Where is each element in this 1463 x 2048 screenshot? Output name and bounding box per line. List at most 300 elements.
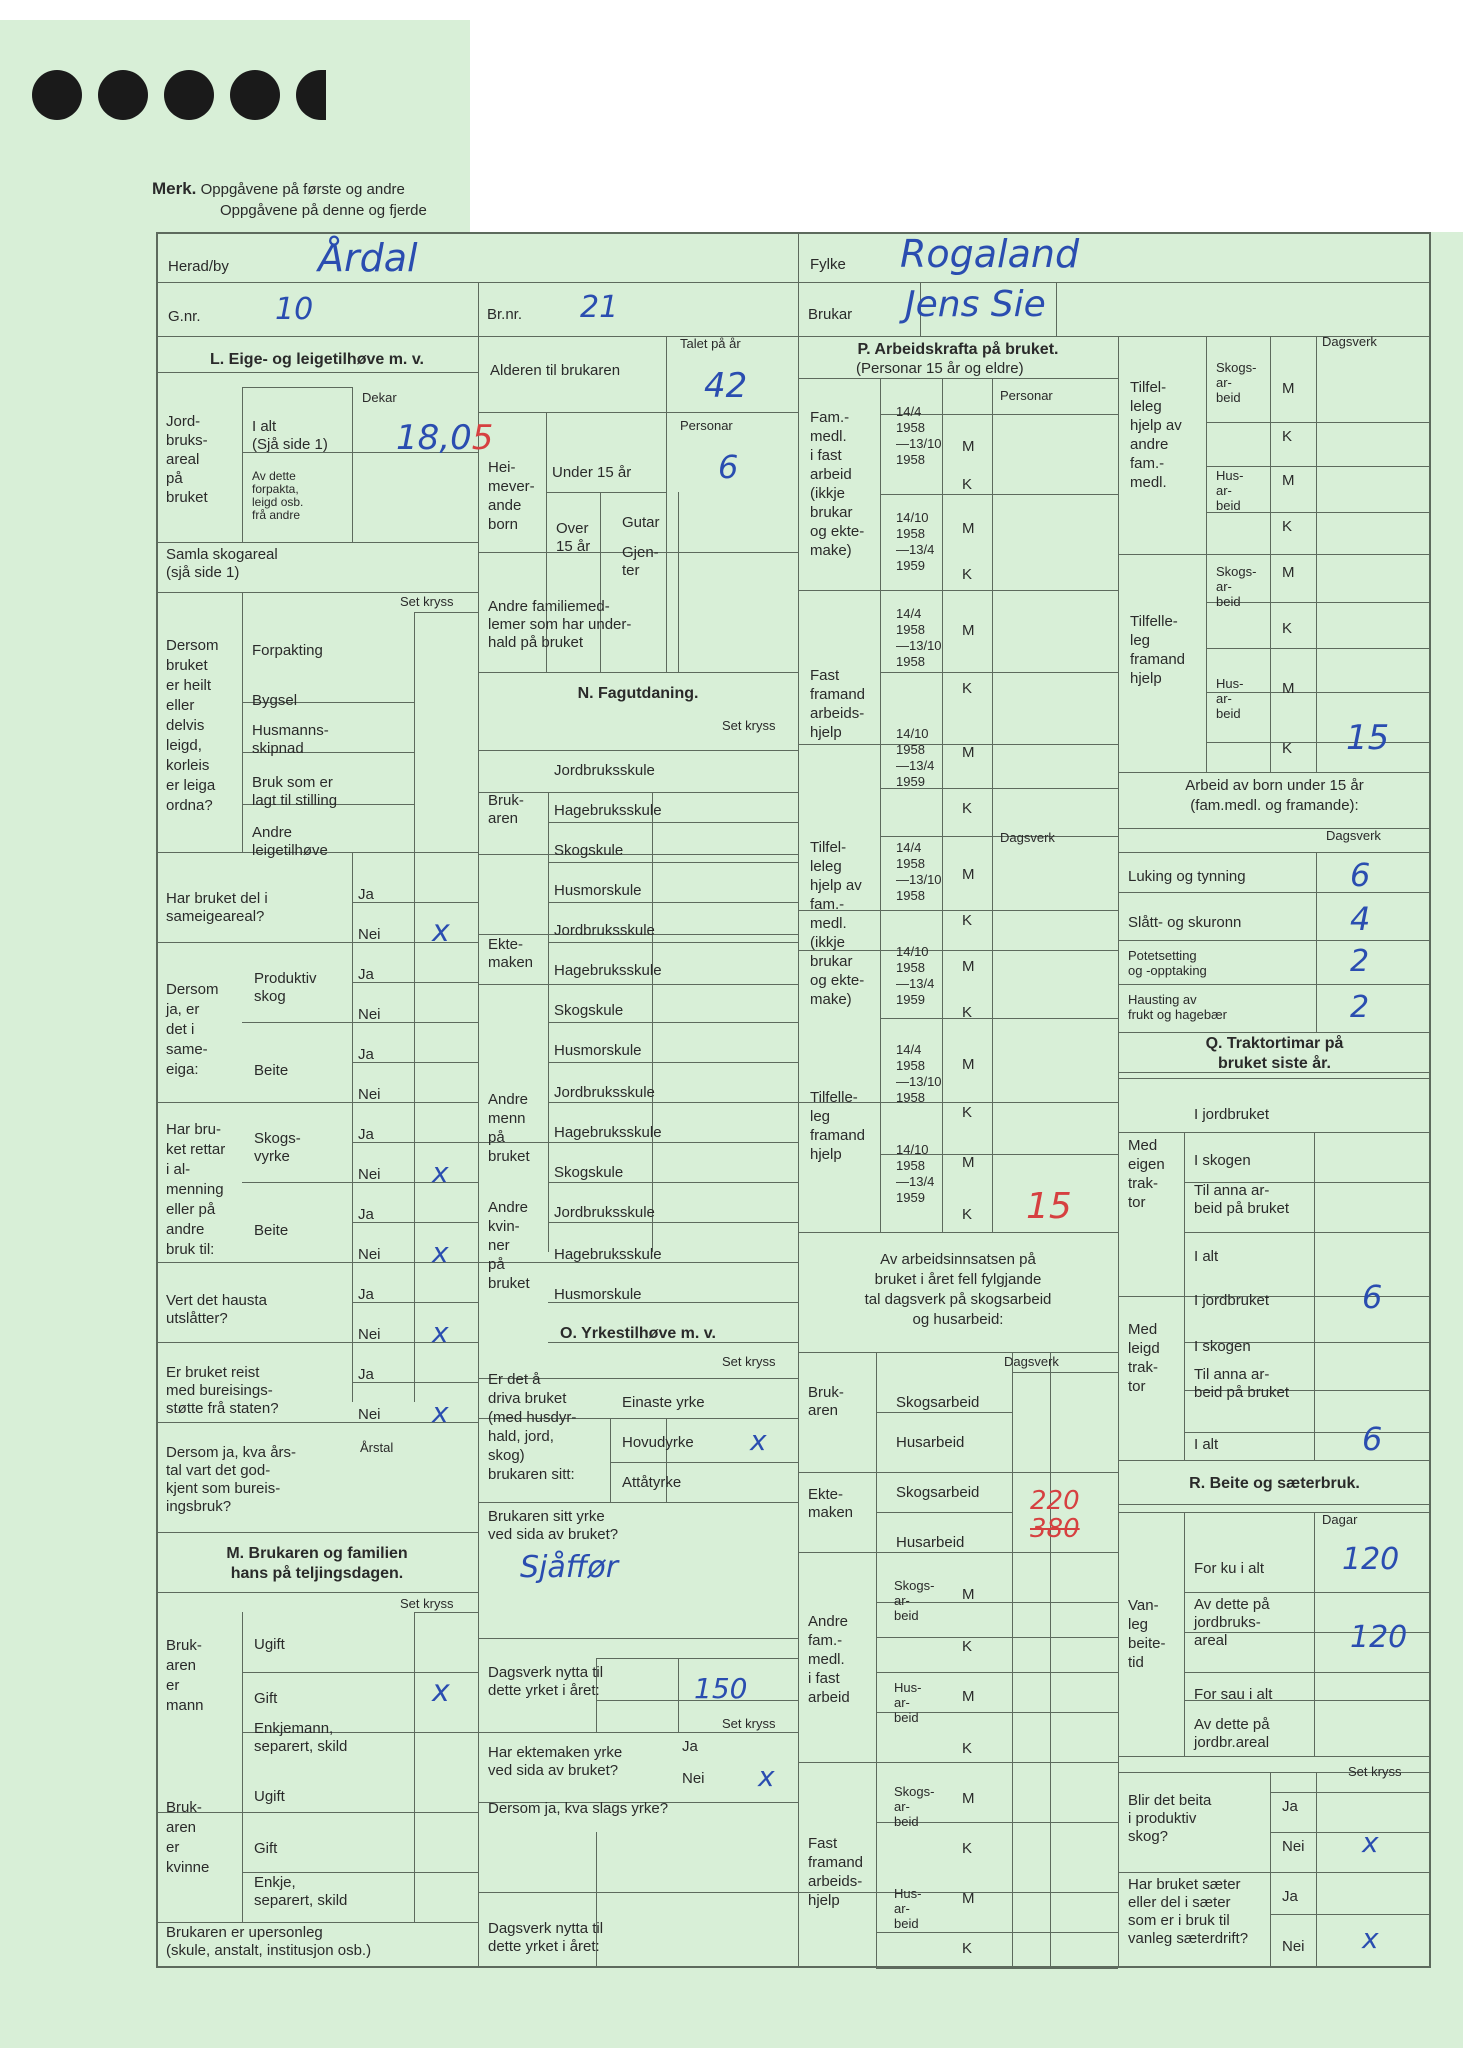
p-fast2-label: Fast framand arbeids- hjelp [808, 1835, 864, 1909]
r1-tilframand-label: Tilfelle- leg framand hjelp [1130, 613, 1186, 687]
kvinne-ugift: Ugift [254, 1788, 285, 1805]
reist-question: Er bruket reist med bureisings- støtte frå staten? [166, 1364, 279, 1417]
p-dagsverk-label: Dagsverk [1000, 830, 1055, 845]
rule [242, 1612, 243, 1922]
rule [1270, 1772, 1271, 1968]
dagsverk-question2: Dagsverk nytta til dette yrket i året: [488, 1920, 604, 1955]
punch-hole [164, 70, 214, 120]
p-period1: 14/4 1958 —13/10 1958 [896, 404, 942, 467]
rule [798, 1552, 1118, 1553]
rule [414, 852, 415, 1402]
r1-a-hus-label: Hus- ar- beid [1216, 468, 1244, 513]
r1-a-hus-m: M [1282, 472, 1295, 489]
q-leigd-jord-value[interactable]: 6 [1362, 1278, 1383, 1316]
hausta-question: Vert det hausta utslåtter? [166, 1292, 267, 1327]
rule [242, 1672, 478, 1673]
rule [548, 1062, 798, 1063]
r1-tilfel-label: Tilfel- leleg hjelp av andre fam.- medl. [1130, 379, 1182, 491]
set-kryss-m: Set kryss [400, 1596, 454, 1611]
n-brukaren-label: Bruk- aren [488, 792, 524, 827]
under15-label: Under 15 år [552, 464, 632, 481]
p-f-hus-label: Hus- ar- beid [894, 1886, 922, 1931]
r-dagar-label: Dagar [1322, 1512, 1358, 1527]
i-alt-value[interactable] [396, 418, 493, 458]
husmannsskipnad-label: Husmanns- skipnad [252, 722, 329, 757]
section-n-title: N. Fagutdaning. [577, 685, 699, 702]
rettar-beite-label: Beite [254, 1222, 289, 1239]
p-tilfam-k1: K [962, 912, 973, 929]
rule [880, 672, 1118, 673]
slag-yrke-question: Dersom ja, kva slags yrke? [488, 1800, 669, 1817]
mann-gift-mark[interactable]: x [432, 1674, 450, 1709]
reist-nei-mark[interactable]: x [432, 1396, 449, 1429]
r1-hausting-label: Hausting av frukt og hagebær [1128, 992, 1228, 1022]
rule [678, 492, 679, 672]
skogsvyrke-nei-mark[interactable]: x [432, 1156, 449, 1189]
rule [414, 612, 478, 613]
rule [156, 1342, 478, 1343]
rule [352, 387, 353, 542]
ektemaken-ja: Ja [682, 1738, 698, 1755]
kvinne-gift: Gift [254, 1840, 278, 1857]
merk-line1: Oppgåvene på første og andre [200, 181, 405, 198]
q-l-jord: I jordbruket [1194, 1292, 1270, 1309]
rule [876, 1637, 1118, 1638]
rule [156, 1262, 478, 1263]
rule [156, 1922, 478, 1923]
sameige-type-label: Dersom ja, er det i same- eiga: [166, 981, 219, 1078]
rule [942, 378, 943, 1232]
rule [1206, 742, 1431, 743]
r1-b-skog-k: K [1282, 620, 1293, 637]
set-kryss-n: Set kryss [722, 718, 776, 733]
section-o-title: O. Yrkestilhøve m. v. [560, 1325, 716, 1342]
r-saeter-nei-mark[interactable]: x [1362, 1922, 1379, 1955]
rettar-beite-ja: Ja [358, 1206, 374, 1223]
q-e-skog: I skogen [1194, 1152, 1251, 1169]
p-ektemaken-old-value: 380 [1030, 1514, 1080, 1544]
p-fam-k1: K [962, 476, 973, 493]
ektemaken-nei-mark[interactable]: x [758, 1760, 775, 1793]
r-saeter-question: Har bruket sæter eller del i sæter som er i bruk til vanleg sæterdrift? [1128, 1876, 1249, 1947]
brukar-mann-label: Bruk- aren er mann [166, 1637, 204, 1714]
r1-a-skog-label: Skogs- ar- beid [1216, 360, 1257, 405]
r1-luking-value[interactable]: 6 [1350, 856, 1371, 894]
talet-label: Talet på år [680, 336, 741, 351]
rule [156, 1422, 478, 1423]
rule [610, 1462, 798, 1463]
rule [1050, 1352, 1051, 1968]
rule [478, 984, 798, 985]
rule [548, 1022, 798, 1023]
rule [1206, 466, 1431, 467]
beite-label: Beite [254, 1062, 289, 1079]
rule [596, 1658, 798, 1659]
r1-slatt-label: Slått- og skuronn [1128, 914, 1242, 931]
i-alt-correction: 5 [471, 418, 494, 458]
hovudyrke-mark[interactable]: x [750, 1424, 767, 1457]
p-period2: 14/10 1958 —13/4 1959 [896, 510, 935, 573]
dersom-leigd-label: Dersom bruket er heilt eller delvis leigd, korleis er leiga ordna? [166, 637, 219, 814]
p-tilfr-k2: K [962, 1206, 973, 1223]
personar-label: Personar [680, 418, 733, 433]
rule [1184, 1232, 1431, 1233]
rule [876, 1512, 1012, 1513]
rule [666, 336, 667, 672]
r1-slatt-value[interactable]: 4 [1350, 900, 1371, 938]
rule [880, 836, 1118, 837]
r-beita-nei: Nei [1282, 1838, 1305, 1855]
rule [942, 414, 1118, 415]
r1-a-hus-k: K [1282, 518, 1293, 535]
section-l-title: L. Eige- og leigetilhøve m. v. [210, 351, 424, 368]
p-f-skog-k: K [962, 1840, 973, 1857]
skogsvyrke-label: Skogs- vyrke [254, 1130, 301, 1165]
p-af-hus-k: K [962, 1740, 973, 1757]
sameige-question: Har bruket del i sameigeareal? [166, 890, 268, 925]
alder-value[interactable]: 42 [704, 366, 748, 406]
herad-value[interactable]: Årdal [318, 236, 418, 280]
produktiv-ja: Ja [358, 966, 374, 983]
r1-a-skog-k: K [1282, 428, 1293, 445]
merk-line2: Oppgåvene på denne og fjerde [220, 202, 427, 219]
rule [798, 378, 1118, 379]
p-tilfam-m2: M [962, 958, 975, 975]
r-beita-nei-mark[interactable]: x [1362, 1826, 1379, 1859]
q-e-jord: I jordbruket [1194, 1106, 1270, 1123]
r-sau-av-label: Av dette på jordbr.areal [1194, 1716, 1270, 1751]
brukar-label: Brukar [808, 306, 853, 323]
rule [1118, 1296, 1431, 1297]
q-leigd-label: Med leigd trak- tor [1128, 1321, 1160, 1395]
rule [678, 1658, 679, 1732]
rule [1118, 828, 1431, 829]
p-f-hus-m: M [962, 1890, 975, 1907]
rule [478, 282, 479, 336]
p-period4: 14/10 1958 —13/4 1959 [896, 726, 935, 789]
p-period7: 14/4 1958 —13/10 1958 [896, 1042, 942, 1105]
n-andre-kvinner-label: Andre kvin- ner på bruket [488, 1199, 530, 1292]
p-tilfam-label: Tilfel- leleg hjelp av fam.- medl. (ikkje brukar og ekte- make) [810, 839, 865, 1008]
p-fast-k2: K [962, 800, 973, 817]
p-brukaren-label: Bruk- aren [808, 1384, 844, 1419]
r-ku-label: For ku i alt [1194, 1560, 1265, 1577]
rule [1316, 852, 1317, 1032]
rule [798, 1472, 1118, 1473]
p-dagsverk2-label: Dagsverk [1004, 1354, 1059, 1369]
skogareal-label: Samla skogareal (sjå side 1) [166, 546, 278, 581]
brukar-yrke-question: Brukaren sitt yrke ved sida av bruket? [488, 1508, 619, 1543]
p-ektemaken-value[interactable]: 220 [1030, 1486, 1080, 1516]
rule [156, 1532, 478, 1533]
o-drive-question: Er det å driva bruket (med husdyr- hald, jord, skog) brukaren sitt: [488, 1371, 577, 1483]
av-dette-label: Av dette forpakta, leigd osb. frå andre [252, 469, 304, 522]
rule [992, 378, 993, 1232]
p-e-skog: Skogsarbeid [896, 1484, 980, 1501]
n-e-husmor: Husmorskule [554, 1042, 642, 1059]
p-f-skog-m: M [962, 1790, 975, 1807]
merk-label: Merk. [152, 179, 197, 198]
rule [414, 1612, 415, 1922]
rule [798, 744, 1118, 745]
rule [880, 1018, 1118, 1019]
rule [1118, 1872, 1431, 1873]
rule [548, 822, 798, 823]
torn-corner [470, 0, 1463, 232]
rettar-beite-nei: Nei [358, 1246, 381, 1263]
p-personar-label: Personar [1000, 388, 1053, 403]
n-b-husmor: Husmorskule [554, 882, 642, 899]
rule [876, 1968, 1118, 1969]
q-l-skog: I skogen [1194, 1338, 1251, 1355]
brukar-value[interactable]: Jens Sie [905, 284, 1046, 325]
r-vanleg-label: Van- leg beite- tid [1128, 1597, 1166, 1671]
rule [478, 412, 798, 413]
rule [1056, 282, 1057, 336]
produktiv-nei: Nei [358, 1006, 381, 1023]
rule [1270, 1914, 1431, 1915]
p-ektemaken-label: Ekte- maken [808, 1486, 854, 1521]
punch-hole [230, 70, 280, 120]
n-b-hage: Hagebruksskule [554, 802, 662, 819]
brukar-yrke-value[interactable]: Sjåffør [520, 1550, 619, 1585]
rule [1118, 1132, 1431, 1133]
r-ku-av-label: Av dette på jordbruks- areal [1194, 1596, 1270, 1649]
rule [156, 592, 478, 593]
rule [876, 1352, 877, 1968]
rule [880, 378, 881, 1232]
forpakting-label: Forpakting [252, 642, 323, 659]
rule [478, 1502, 798, 1503]
brnr-label: Br.nr. [487, 306, 523, 323]
i-alt-label: I alt (Sjå side 1) [252, 418, 328, 453]
p-av-text: Av arbeidsinnsatsen på bruket i året fell fylgjande tal dagsverk på skogsarbeid og husarbeid: [864, 1251, 1052, 1328]
rule [798, 336, 799, 1968]
r1-dagsverk-label: Dagsverk [1322, 334, 1377, 349]
set-kryss-o: Set kryss [722, 1354, 776, 1369]
rule [156, 942, 478, 943]
herad-label: Herad/by [168, 258, 229, 275]
jordbruksareal-label: Jord- bruks- areal på bruket [166, 413, 208, 506]
torn-edge [0, 0, 470, 20]
q-e-ialt: I alt [1194, 1248, 1219, 1265]
alder-label: Alderen til brukaren [490, 362, 621, 379]
n-am-hage: Hagebruksskule [554, 1124, 662, 1141]
enkjemann-label: Enkjemann, separert, skild [254, 1720, 348, 1755]
r-ku-av-value[interactable]: 120 [1350, 1620, 1408, 1655]
p-af-hus-label: Hus- ar- beid [894, 1680, 922, 1725]
rule [156, 1592, 478, 1593]
r1-born-dagsverk: Dagsverk [1326, 828, 1381, 843]
sameige-ja: Ja [358, 886, 374, 903]
r-beita-question: Blir det beita i produktiv skog? [1128, 1792, 1212, 1845]
andre-leigetilhove-label: Andre leigetilhøve [252, 824, 328, 859]
p-fast-m2: M [962, 744, 975, 761]
r-set-kryss: Set kryss [1348, 1764, 1402, 1779]
dagsverk-value[interactable]: 150 [694, 1672, 748, 1705]
dagsverk-question: Dagsverk nytta til dette yrket i året: [488, 1664, 604, 1699]
p-fast-m1: M [962, 622, 975, 639]
q-leigd-ialt-value[interactable]: 6 [1362, 1420, 1383, 1458]
rule [880, 494, 1118, 495]
rule [1118, 1756, 1431, 1757]
r-saeter-ja: Ja [1282, 1888, 1298, 1905]
hovudyrke: Hovudyrke [622, 1434, 694, 1451]
hausta-nei-mark[interactable]: x [432, 1316, 449, 1349]
r1-a-skog-m: M [1282, 380, 1295, 397]
rule [1118, 1504, 1431, 1505]
p-period6: 14/10 1958 —13/4 1959 [896, 944, 935, 1007]
rule [1118, 892, 1431, 893]
rule [478, 854, 798, 855]
r-saeter-nei: Nei [1282, 1938, 1305, 1955]
r1-b-skog-m: M [1282, 564, 1295, 581]
n-am-jord: Jordbruksskule [554, 1084, 655, 1101]
rule [1184, 1672, 1431, 1673]
rettar-label: Har bru- ket rettar i al- menning eller på andre bruk til: [166, 1121, 226, 1258]
rule [242, 387, 243, 542]
bygsel-label: Bygsel [252, 692, 298, 709]
gnr-label: G.nr. [168, 308, 201, 325]
rule [1118, 554, 1431, 555]
n-e-jord: Jordbruksskule [554, 922, 655, 939]
under15-value[interactable]: 6 [718, 448, 739, 486]
section-r-title: R. Beite og sæterbruk. [1189, 1475, 1360, 1492]
brukar-kvinne-label: Bruk- aren er kvinne [166, 1799, 210, 1876]
p-af-skog-m: M [962, 1586, 975, 1603]
p-tilfr-label: Tilfelle- leg framand hjelp [810, 1089, 866, 1163]
fylke-value[interactable]: Rogaland [900, 232, 1080, 276]
rule [478, 336, 479, 1968]
r1-hausting-value[interactable]: 2 [1350, 990, 1370, 1025]
r1-b-hus-k: K [1282, 740, 1293, 757]
r1-b-hus-label: Hus- ar- beid [1216, 676, 1244, 721]
rule [798, 1762, 1118, 1763]
rule [798, 232, 799, 336]
set-kryss-l: Set kryss [400, 594, 454, 609]
rule [478, 672, 798, 673]
rule [546, 492, 666, 493]
p-tilfam-k2: K [962, 1004, 973, 1021]
rule [876, 1412, 1012, 1413]
set-kryss-o2: Set kryss [722, 1716, 776, 1731]
r1-b-hus-m: M [1282, 680, 1295, 697]
r1-potet-label: Potetsetting og -opptaking [1128, 948, 1207, 978]
n-b-skog: Skogskule [554, 842, 624, 859]
hausta-ja: Ja [358, 1286, 374, 1303]
punch-hole [98, 70, 148, 120]
r-sau-label: For sau i alt [1194, 1686, 1273, 1703]
reist-ja: Ja [358, 1366, 374, 1383]
rule [1118, 940, 1431, 941]
p-andre-fam-label: Andre fam.- medl. i fast arbeid [808, 1613, 850, 1706]
section-p-subtitle: (Personar 15 år og eldre) [856, 360, 1024, 377]
rule [610, 1418, 611, 1502]
rule [478, 1732, 798, 1733]
r1-b-skog-label: Skogs- ar- beid [1216, 564, 1257, 609]
rule [156, 282, 1431, 283]
p-fam-label: Fam.- medl. i fast arbeid (ikkje brukar og ekte- make) [810, 409, 865, 559]
brnr-value[interactable]: 21 [580, 290, 619, 325]
skogsvyrke-ja: Ja [358, 1126, 374, 1143]
rule [798, 1352, 1118, 1353]
rule [1184, 1432, 1431, 1433]
ektemaken-yrke-question: Har ektemaken yrke ved sida av bruket? [488, 1744, 623, 1779]
rule [414, 1612, 478, 1613]
n-am-skog: Skogskule [554, 1164, 624, 1181]
rule [478, 1638, 798, 1639]
rule [798, 1232, 1118, 1233]
n-b-jord: Jordbruksskule [554, 762, 655, 779]
gjenter-label: Gjen- ter [622, 544, 659, 579]
rule [548, 862, 798, 863]
rule [242, 387, 352, 388]
gnr-value[interactable]: 10 [275, 292, 314, 327]
beite-nei: Nei [358, 1086, 381, 1103]
rule [156, 372, 478, 373]
rule [548, 1222, 798, 1223]
r-ku-value[interactable]: 120 [1342, 1542, 1400, 1577]
p-period8: 14/10 1958 —13/4 1959 [896, 1142, 935, 1205]
p-af-skog-label: Skogs- ar- beid [894, 1578, 935, 1623]
merk-note [152, 178, 470, 221]
section-p-title: P. Arbeidskrafta på bruket. [857, 341, 1059, 358]
n-e-hage: Hagebruksskule [554, 962, 662, 979]
p-f-hus-k: K [962, 1940, 973, 1957]
rule [478, 750, 798, 751]
rule [1118, 984, 1431, 985]
beite-ja: Ja [358, 1046, 374, 1063]
rule [352, 852, 353, 1402]
q-l-anna: Til anna ar- beid på bruket [1194, 1366, 1290, 1401]
rule [1206, 422, 1431, 423]
produktiv-skog-label: Produktiv skog [254, 970, 317, 1005]
i-alt-number: 18,0 [396, 418, 472, 458]
sameige-nei-mark[interactable]: x [432, 914, 450, 949]
rule [156, 1102, 478, 1103]
r1-luking-label: Luking og tynning [1128, 868, 1246, 885]
p-fam-m1: M [962, 438, 975, 455]
q-eigen-label: Med eigen trak- tor [1128, 1137, 1165, 1211]
p-fast-k1: K [962, 680, 973, 697]
r1-b-hus-k-value[interactable]: 15 [1346, 718, 1390, 758]
rule [1118, 852, 1431, 853]
aarstal-question: Dersom ja, kva års- tal vart det god- kjent som bureis- ingsbruk? [166, 1444, 297, 1515]
p-fam-m2: M [962, 520, 975, 537]
r1-potet-value[interactable]: 2 [1350, 944, 1370, 979]
gutar-label: Gutar [622, 514, 660, 531]
bruk-stilling-label: Bruk som er lagt til stilling [252, 774, 338, 809]
andre-familie-label: Andre familiemed- lemer som har under- hald på bruket [488, 598, 632, 651]
hausta-nei: Nei [358, 1326, 381, 1343]
rule [156, 336, 1431, 337]
rule [876, 1932, 1118, 1933]
ektemaken-nei: Nei [682, 1770, 705, 1787]
rettar-beite-nei-mark[interactable]: x [432, 1236, 449, 1269]
attatyrke: Attåtyrke [622, 1474, 682, 1491]
rule [156, 542, 478, 543]
p-tilfr-value[interactable]: 15 [1026, 1186, 1072, 1227]
section-q-title: Q. Traktortimar på bruket siste år. [1205, 1035, 1344, 1072]
rule [1270, 1792, 1431, 1793]
p-b-hus: Husarbeid [896, 1434, 965, 1451]
rule [1012, 1372, 1118, 1373]
p-period5: 14/4 1958 —13/10 1958 [896, 840, 942, 903]
r1-born-label: Arbeid av born under 15 år (fam.medl. og framande): [1185, 777, 1364, 814]
punch-hole [32, 70, 82, 120]
p-fam-k2: K [962, 566, 973, 583]
heimeverande-label: Hei- mever- ande born [488, 459, 535, 533]
